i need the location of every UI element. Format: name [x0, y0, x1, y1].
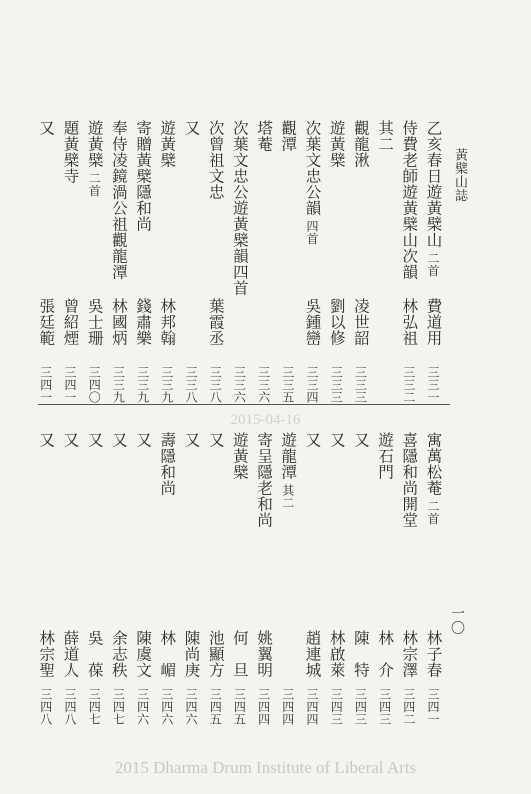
toc-entry-author: 薛道人	[61, 630, 80, 678]
toc-entry-page: 三四一	[426, 688, 440, 726]
toc-entry-author: 葉霞丞	[206, 298, 225, 346]
toc-entry-page: 三三四	[305, 366, 319, 404]
running-header-title: 黃檗山誌	[452, 148, 467, 202]
toc-entry-title: 遊黃檗	[327, 120, 346, 168]
toc-entry-title: 侍費老師遊黃檗山次韻	[400, 120, 419, 280]
toc-entry-author: 林弘祖	[400, 298, 419, 346]
toc-entry-author: 林 嵋	[158, 630, 177, 678]
toc-entry-title: 奉侍凌鏡渦公祖觀龍潭	[109, 120, 128, 280]
toc-entry-author: 林國炳	[109, 298, 128, 346]
toc-entry-title: 次曾祖文忠	[206, 120, 225, 200]
page-number: 一〇	[449, 606, 465, 635]
toc-entry-page: 三四三	[329, 688, 344, 726]
toc-entry-author: 池顯方	[206, 630, 225, 678]
toc-entry-page: 三四一	[63, 366, 77, 404]
toc-entry-title: 遊黃檗	[85, 120, 104, 168]
toc-entry-title: 其二	[376, 120, 395, 152]
toc-entry-author: 陳 特	[351, 630, 370, 678]
toc-entry-author: 吳士珊	[85, 298, 104, 346]
toc-entry-title: 寓萬松菴	[424, 432, 443, 496]
toc-entry-page: 三四八	[63, 688, 77, 726]
toc-entry-author: 曾紹煙	[61, 298, 80, 346]
toc-entry-page: 三四三	[377, 688, 392, 726]
toc-entry-page: 三四二	[401, 688, 416, 726]
toc-entry-title: 遊龍潭	[279, 432, 298, 480]
toc-entry-page: 三四八	[38, 688, 53, 726]
section-divider	[38, 404, 450, 405]
toc-entry-title: 喜隱和尚開堂	[400, 432, 419, 528]
toc-entry-author: 費道用	[424, 298, 443, 346]
toc-entry-title: 又	[303, 432, 322, 448]
date-stamp: 2015-04-16	[230, 412, 301, 428]
toc-entry-page: 三三三	[353, 366, 368, 404]
toc-entry-page: 三四六	[184, 688, 198, 726]
toc-entry-page: 三三六	[232, 366, 247, 404]
toc-entry-page: 三三六	[256, 366, 271, 404]
toc-entry-page: 三三九	[135, 366, 150, 404]
toc-entry-title: 遊石門	[376, 432, 395, 480]
toc-entry-title: 次葉文忠公遊黃檗韻四首	[230, 120, 249, 296]
toc-entry-page: 三四一	[38, 366, 53, 404]
toc-entry-title: 次葉文忠公韻	[303, 120, 322, 216]
toc-entry-title: 又	[327, 432, 346, 448]
toc-entry-author: 吳 葆	[85, 630, 104, 678]
toc-entry-title: 又	[206, 432, 225, 448]
toc-entry-note: 其二	[280, 484, 295, 509]
toc-entry-author: 余志秩	[109, 630, 128, 678]
toc-entry-author: 林 介	[376, 630, 395, 678]
toc-entry-title: 又	[85, 432, 104, 448]
toc-entry-note: 二首	[426, 500, 440, 525]
toc-entry-author: 林啟萊	[327, 630, 346, 678]
toc-entry-page: 三四〇	[87, 366, 102, 404]
toc-entry-page: 三三五	[280, 366, 295, 404]
toc-entry-title: 寄呈隱老和尚	[255, 432, 274, 528]
toc-entry-title: 又	[61, 432, 80, 448]
toc-entry-author: 錢肅樂	[134, 298, 153, 346]
toc-entry-title: 又	[351, 432, 370, 448]
toc-entry-author: 陳尚庚	[182, 630, 201, 678]
toc-entry-page: 三四六	[159, 688, 174, 726]
toc-entry-author: 陳虞文	[134, 630, 153, 678]
toc-entry-page: 三四五	[208, 688, 223, 726]
toc-entry-page: 三三九	[111, 366, 126, 404]
toc-entry-title: 又	[37, 432, 56, 448]
toc-entry-page: 三四四	[256, 688, 271, 726]
toc-entry-author: 林宗澤	[400, 630, 419, 678]
toc-entry-title: 又	[182, 432, 201, 448]
toc-entry-note: 二首	[87, 172, 102, 197]
toc-entry-title: 觀龍湫	[351, 120, 370, 168]
toc-entry-page: 三三二	[401, 366, 416, 404]
toc-entry-author: 張廷範	[37, 298, 56, 346]
toc-entry-title: 又	[109, 432, 128, 448]
toc-entry-page: 三四三	[353, 688, 368, 726]
toc-entry-page: 三四六	[135, 688, 150, 726]
toc-entry-title: 又	[134, 432, 153, 448]
toc-entry-author: 林子春	[424, 630, 443, 678]
toc-entry-title: 題黃檗寺	[61, 120, 80, 184]
toc-entry-author: 林邦翰	[158, 298, 177, 346]
toc-entry-author: 趙連城	[303, 630, 322, 678]
toc-entry-author: 凌世韶	[351, 298, 370, 346]
watermark: 2015 Dharma Drum Institute of Liberal Arts	[114, 758, 417, 777]
toc-entry-title: 觀潭	[279, 120, 298, 152]
toc-entry-page: 三四四	[305, 688, 319, 726]
toc-entry-title: 塔菴	[255, 120, 274, 152]
toc-entry-author: 劉以修	[327, 298, 346, 346]
toc-entry-page: 三三八	[208, 366, 223, 404]
toc-entry-title: 寄贈黃檗隱和尚	[134, 120, 153, 232]
toc-entry-title: 壽隱和尚	[158, 432, 177, 496]
toc-entry-author: 林宗聖	[37, 630, 56, 678]
toc-entry-title: 又	[182, 120, 201, 136]
toc-entry-author: 吳鍾巒	[303, 298, 322, 346]
toc-entry-page: 三三三	[329, 366, 344, 404]
toc-entry-author: 姚翼明	[255, 630, 274, 678]
toc-entry-author: 何 旦	[230, 630, 249, 678]
toc-entry-page: 三三八	[184, 366, 198, 404]
toc-entry-title: 遊黃檗	[230, 432, 249, 480]
toc-entry-title: 乙亥春日遊黃檗山	[424, 120, 443, 248]
toc-entry-note: 二首	[426, 252, 440, 277]
toc-entry-page: 三四七	[87, 688, 102, 726]
toc-entry-title: 遊黃檗	[158, 120, 177, 168]
toc-entry-page: 三四七	[111, 688, 126, 726]
toc-entry-note: 四首	[305, 220, 319, 245]
toc-entry-page: 三三一	[426, 366, 440, 404]
toc-entry-title: 又	[37, 120, 56, 136]
toc-entry-page: 三三九	[159, 366, 174, 404]
toc-entry-page: 三四四	[280, 688, 295, 726]
toc-entry-page: 三四五	[232, 688, 247, 726]
